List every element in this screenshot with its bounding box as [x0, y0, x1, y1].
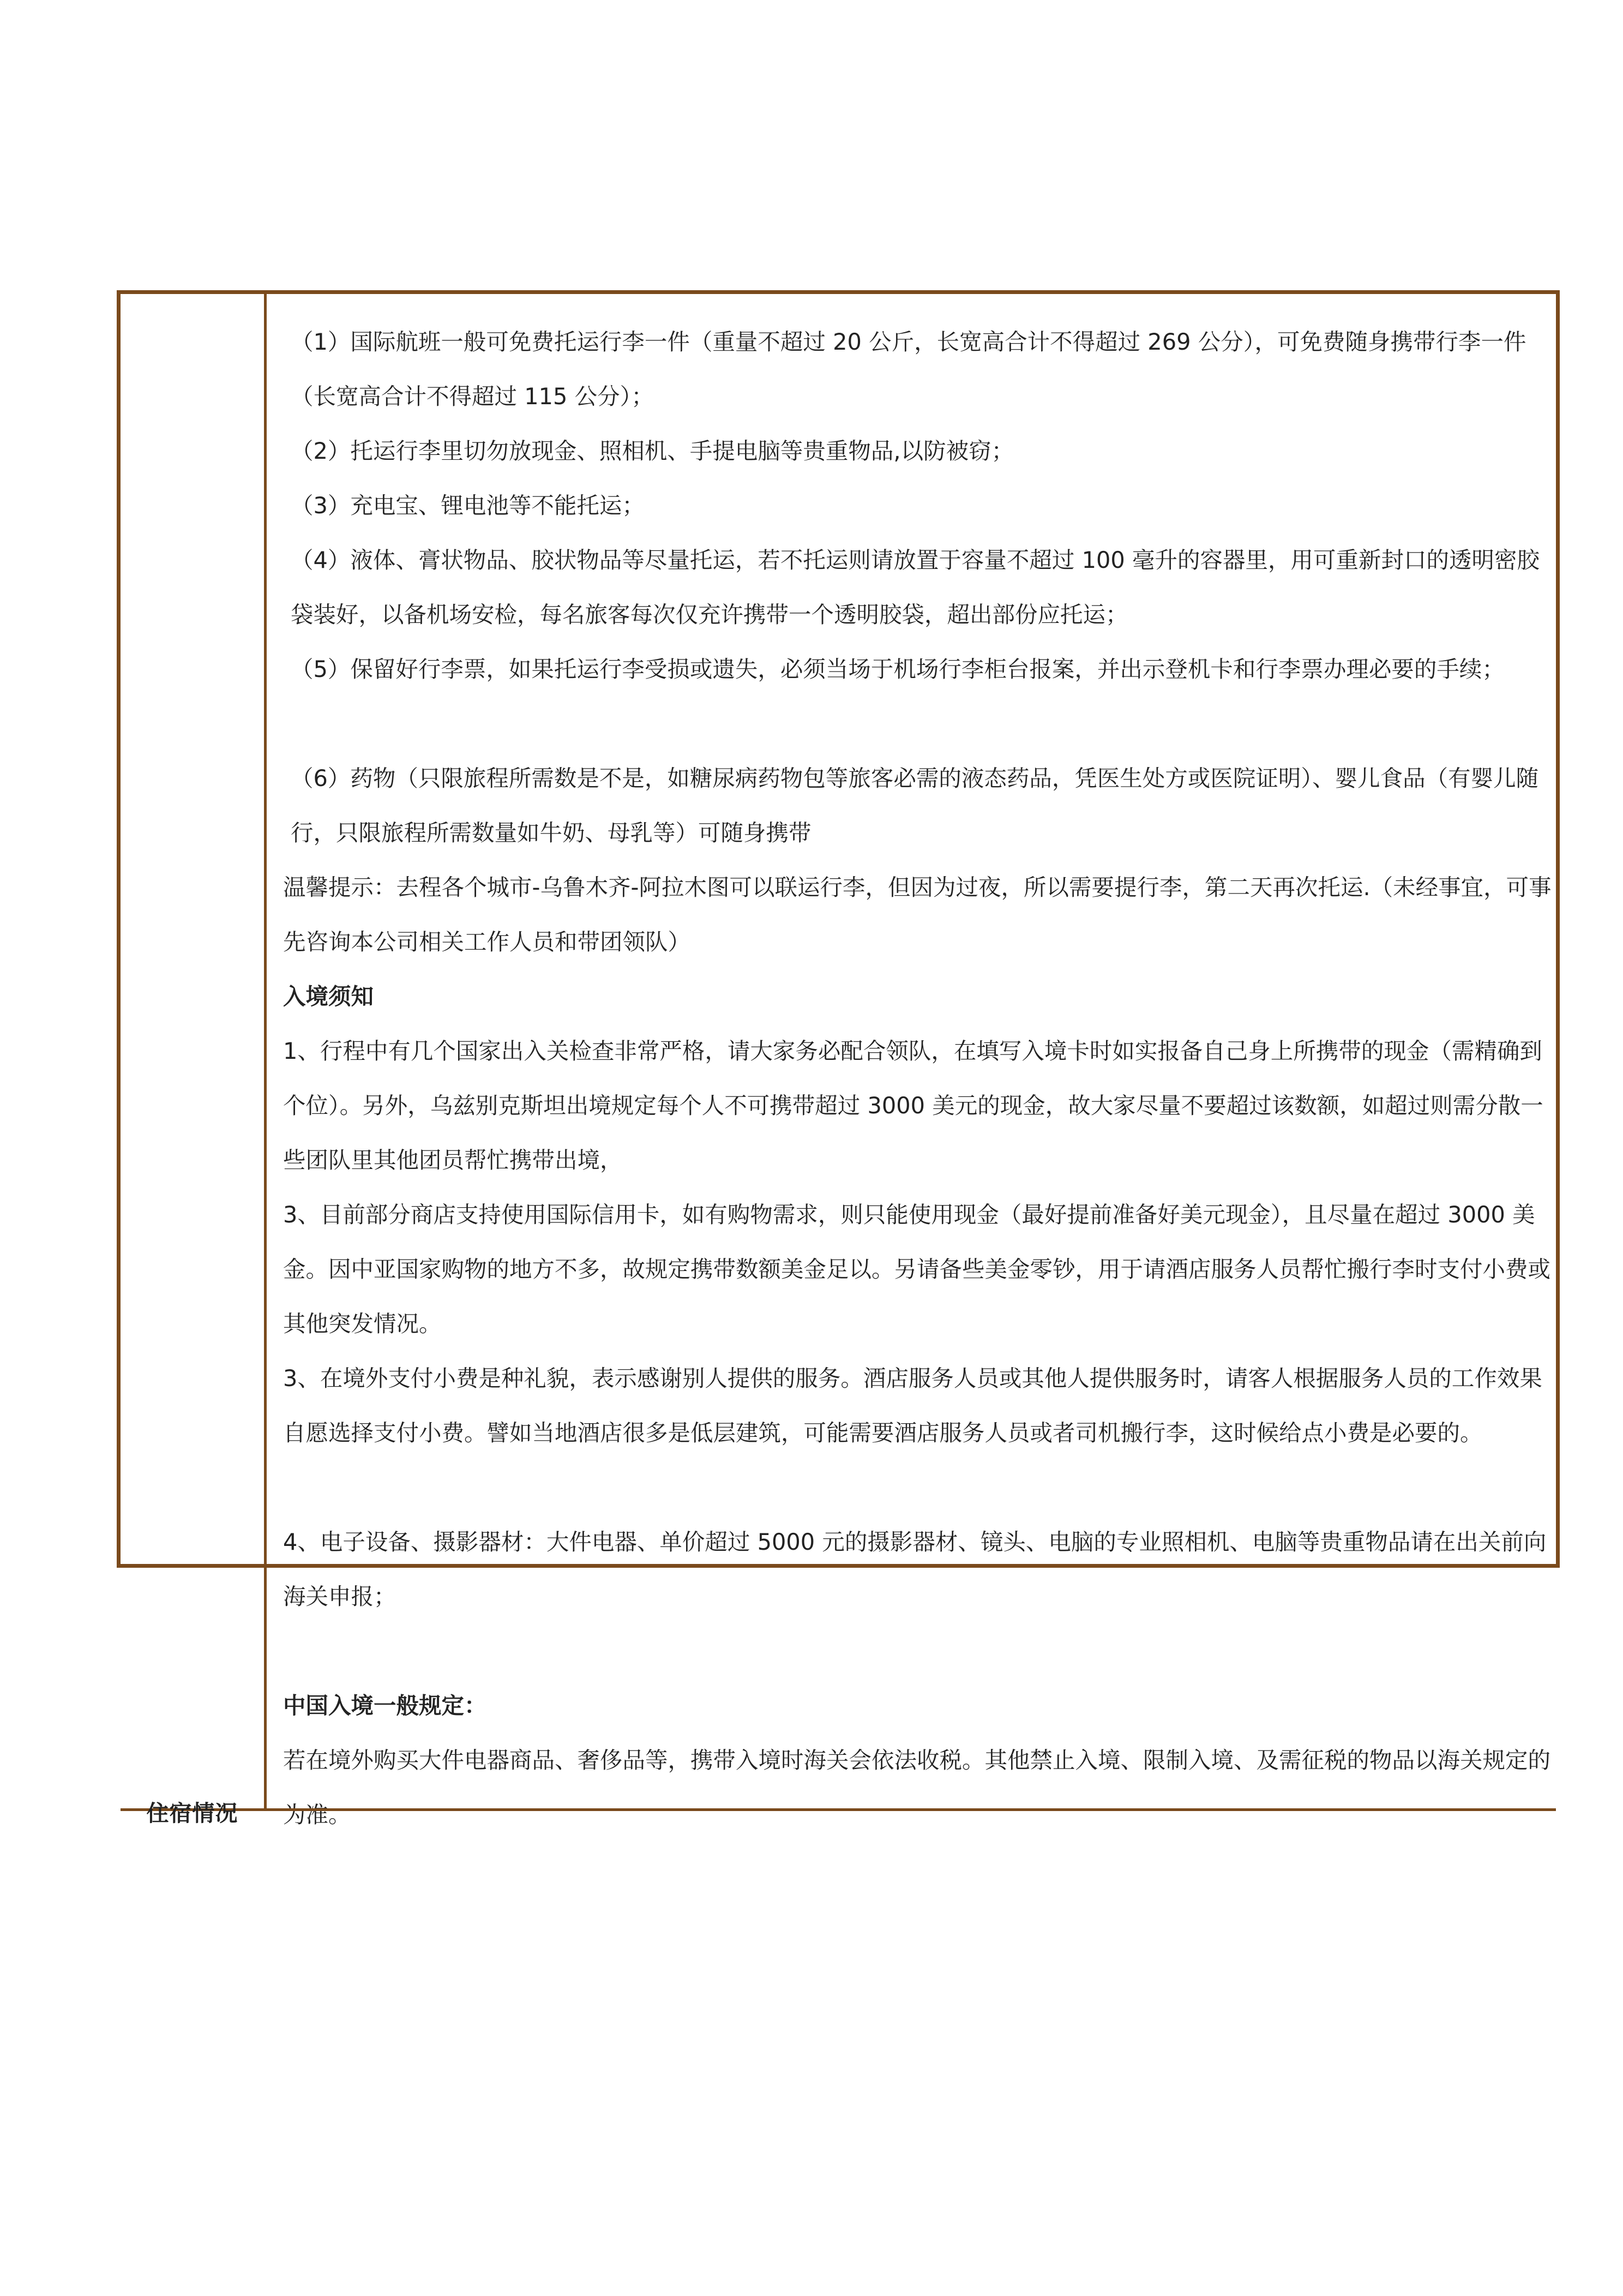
luggage-content-cell: [269, 294, 1556, 1828]
luggage-rule-2: （2）托运行李里切勿放现金、照相机、手提电脑等贵重物品,以防被窃；: [291, 437, 1014, 464]
accommodation-row: [121, 1800, 1556, 1826]
notice-table: [117, 290, 1560, 1828]
entry-item-4: 4、电子设备、摄影器材：大件电器、单价超过 5000 元的摄影器材、镜头、电脑的专业照相机、电脑等贵重物品请在出关前向海关申报；: [283, 1528, 1547, 1610]
accommodation-label: 住宿情况: [146, 1800, 238, 1826]
luggage-label-cell: [121, 294, 267, 1808]
luggage-tip: 温馨提示：去程各个城市-乌鲁木齐-阿拉木图可以联运行李，但因为过夜，所以需要提行李，第二天再次托运.（未经事宜，可事先咨询本公司相关工作人员和带团领队）: [283, 874, 1552, 955]
entry-item-1: 1、行程中有几个国家出入关检查非常严格，请大家务必配合领队，在填写入境卡时如实报备自己身上所携带的现金（需精确到个位）。另外，乌兹别克斯坦出境规定每个人不可携带超过 3000 美元的现金，故大家尽量不要超过该数额，如超过则需分散一些团队里其他团员帮忙携带出境，: [283, 1038, 1543, 1173]
entry-item-2: 3、目前部分商店支持使用国际信用卡，如有购物需求，则只能使用现金（最好提前准备好美元现金），且尽量在超过 3000 美金。因中亚国家购物的地方不多，故规定携带数额美金足以。另请备些美金零钞，用于请酒店服务人员帮忙搬行李时支付小费或其他突发情况。: [283, 1201, 1551, 1337]
luggage-rule-1: （1）国际航班一般可免费托运行李一件（重量不超过 20 公斤，长宽高合计不得超过 269 公分），可免费随身携带行李一件（长宽高合计不得超过 115 公分）；: [291, 328, 1526, 410]
luggage-rule-4: （4）液体、膏状物品、胶状物品等尽量托运，若不托运则请放置于容量不超过 100 毫升的容器里，用可重新封口的透明密胶袋装好，以备机场安检，每名旅客每次仅充许携带一个透明胶袋，超出部份应托运；: [291, 547, 1540, 628]
china-entry-text: 若在境外购买大件电器商品、奢侈品等，携带入境时海关会依法收税。其他禁止入境、限制入境、及需征税的物品以海关规定的为准。: [283, 1747, 1551, 1828]
china-entry-heading: 中国入境一般规定：: [283, 1692, 487, 1719]
luggage-rule-5: （5）保留好行李票，如果托运行李受损或遗失，必须当场于机场行李柜台报案，并出示登机卡和行李票办理必要的手续；: [291, 656, 1505, 682]
entry-item-3: 3、在境外支付小费是种礼貌，表示感谢别人提供的服务。酒店服务人员或其他人提供服务时，请客人根据服务人员的工作效果自愿选择支付小费。譬如当地酒店很多是低层建筑，可能需要酒店服务人员或者司机搬行李，这时候给点小费是必要的。: [283, 1365, 1542, 1446]
entry-heading: 入境须知: [283, 983, 374, 1010]
luggage-rule-3: （3）充电宝、锂电池等不能托运；: [291, 492, 645, 519]
luggage-rule-6: （6）药物（只限旅程所需数是不是，如糖尿病药物包等旅客必需的液态药品，凭医生处方或医院证明）、婴儿食品（有婴儿随行，只限旅程所需数量如牛奶、母乳等）可随身携带: [291, 765, 1539, 846]
